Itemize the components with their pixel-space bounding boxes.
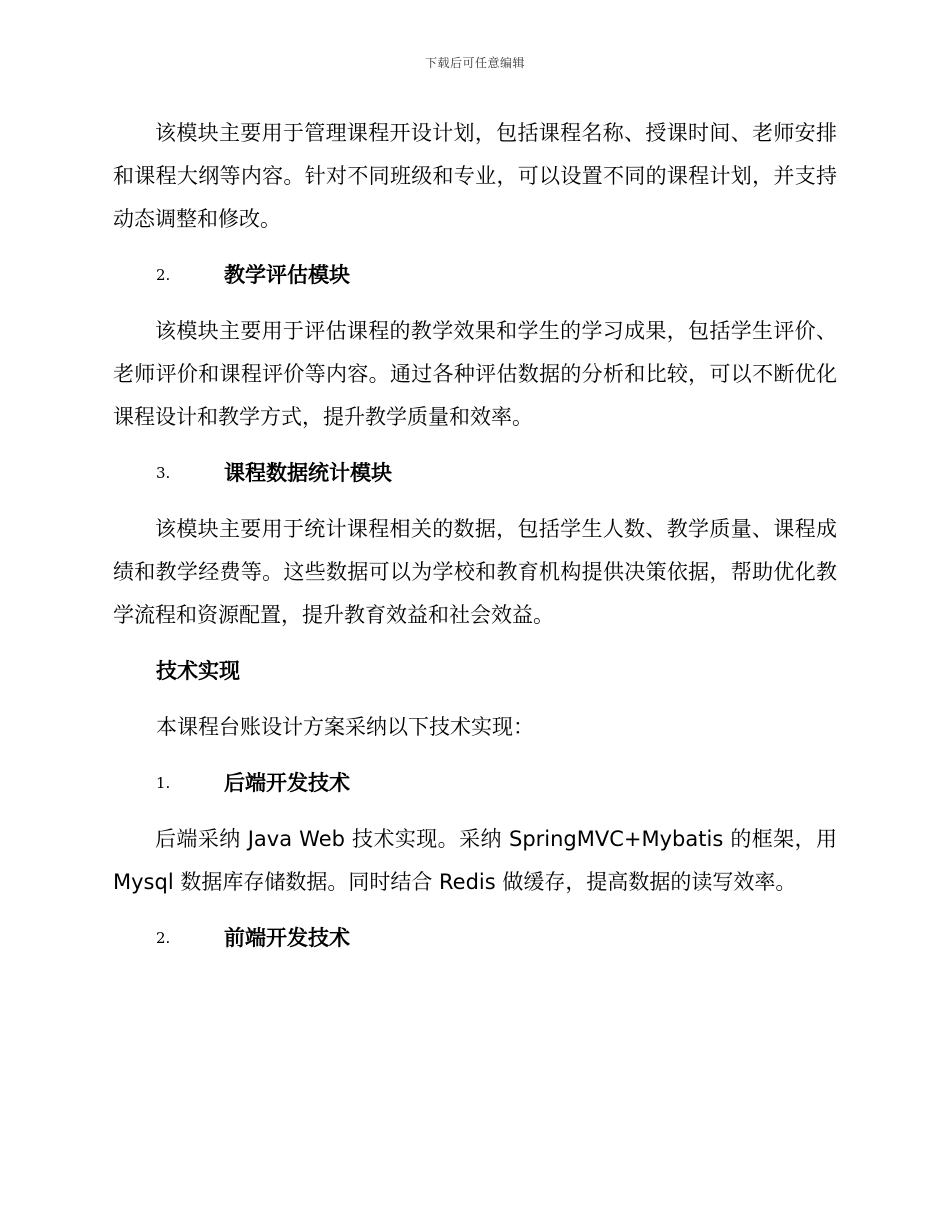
paragraph-tech-intro: 本课程台账设计方案采纳以下技术实现：	[156, 715, 534, 739]
heading-text: 教学评估模块	[224, 263, 350, 287]
paragraph-course-statistics: 该模块主要用于统计课程相关的数据，包括学生人数、教学质量、课程成绩和教学经费等。这些数据可以为学校和教育机构提供决策依据，帮助优化教学流程和资源配置，提升教育效益和社会效益。	[113, 517, 837, 627]
paragraph-course-plan: 该模块主要用于管理课程开设计划，包括课程名称、授课时间、老师安排和课程大纲等内容。针对不同班级和专业，可以设置不同的课程计划，并支持动态调整和修改。	[113, 121, 837, 231]
heading-text: 前端开发技术	[224, 926, 350, 950]
heading-course-statistics	[113, 452, 837, 495]
paragraph-backend: 后端采纳 Java Web 技术实现。采纳 SpringMVC+Mybatis 的框架，用 Mysql 数据库存储数据。同时结合 Redis 做缓存，提高数据的读写效率。	[113, 827, 837, 894]
heading-frontend	[113, 917, 837, 960]
heading-backend	[113, 762, 837, 805]
heading-text: 课程数据统计模块	[224, 461, 392, 485]
page-header: 下载后可任意编辑	[424, 56, 525, 70]
heading-number: 3.	[156, 464, 171, 482]
heading-number: 2.	[156, 266, 171, 284]
heading-teaching-evaluation	[113, 254, 837, 297]
heading-number: 2.	[156, 929, 171, 947]
section-title-tech: 技术实现	[156, 659, 240, 683]
heading-number: 1.	[156, 774, 171, 792]
heading-text: 后端开发技术	[224, 771, 350, 795]
paragraph-teaching-evaluation: 该模块主要用于评估课程的教学效果和学生的学习成果，包括学生评价、老师评价和课程评价等内容。通过各种评估数据的分析和比较，可以不断优化课程设计和教学方式，提升教学质量和效率。	[113, 319, 837, 429]
document-body	[113, 112, 837, 973]
